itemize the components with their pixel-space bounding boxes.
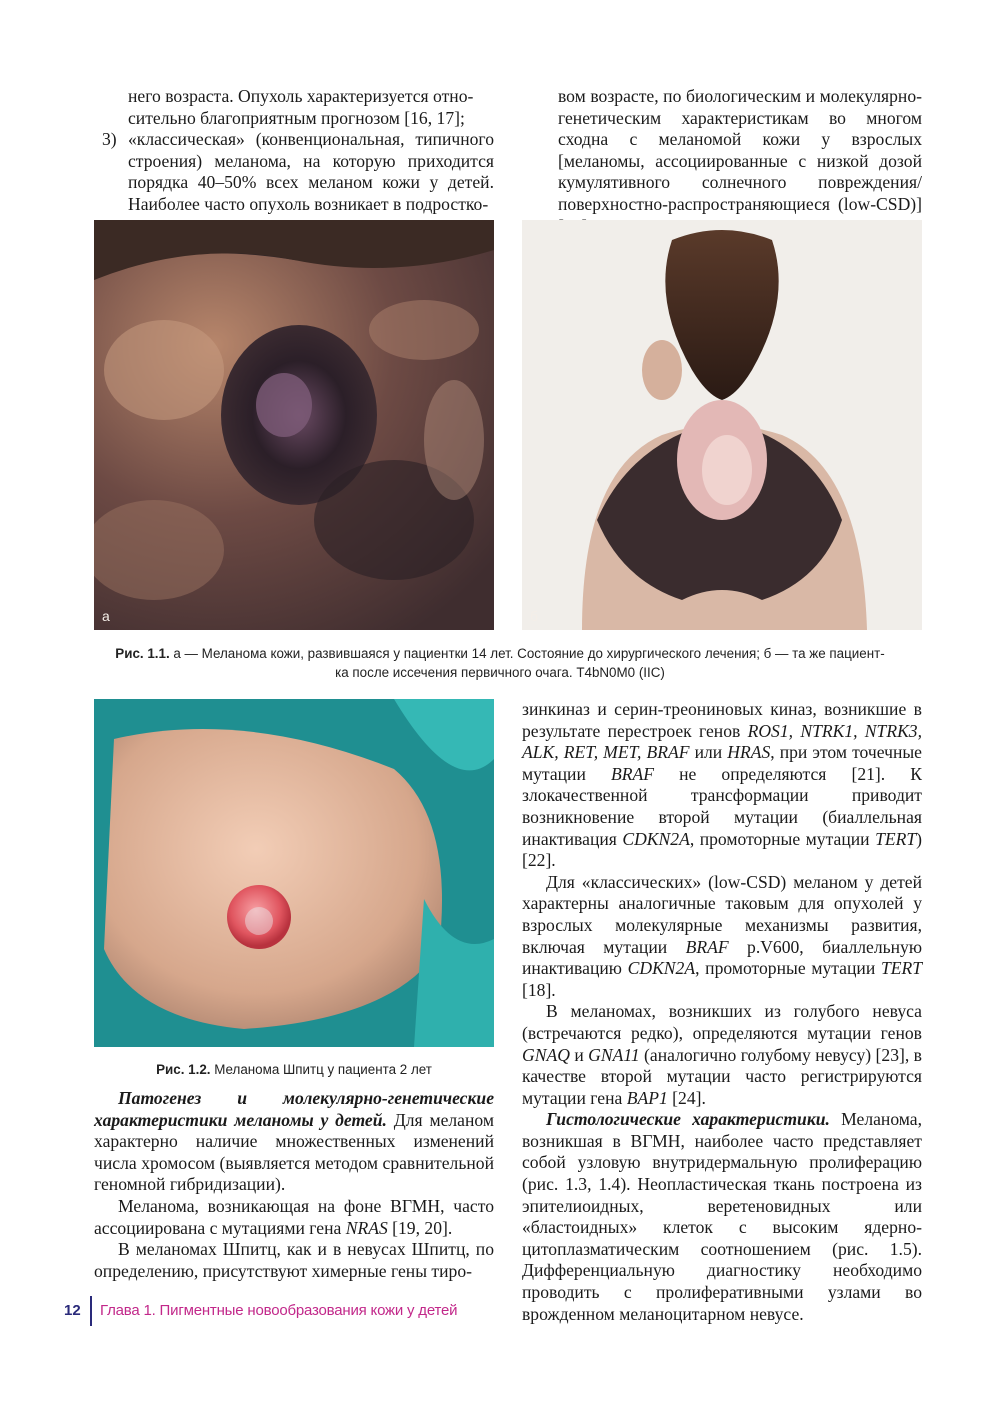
gene-name: TERT (875, 828, 917, 849)
gene-name: TERT (880, 958, 923, 979)
caption-label: Рис. 1.1. (115, 646, 170, 661)
caption-line (60, 644, 940, 663)
paragraph-text: и (569, 1044, 589, 1065)
numbered-list-item (94, 129, 494, 215)
caption-line: ка после иссечения первичного очага. T4bN0M0 (IIC) (335, 665, 665, 680)
figure-1-1-caption (60, 644, 940, 682)
text-column-right-bottom (522, 699, 922, 1325)
paragraph-text: или (689, 742, 728, 763)
paragraph: В меланомах Шпитц, как и в невусах Шпитц, по определению, присутствуют химерные гены тиро- (94, 1239, 494, 1281)
paragraph: вом возрасте, по биологическим и молекулярно-генетическим характеристикам во многом сходна с меланомой кожи у взрослых [меланомы, ассоциированные с низкой дозой кумулятивного солнечного повреждения/поверхностно-распространяющиеся (low-CSD)] (558, 86, 922, 214)
running-chapter-title: Глава 1. Пигментные новообразования кожи у детей (100, 1302, 458, 1319)
paragraph-text: , промоторные мутации (695, 958, 881, 979)
gene-name: BAP1 (626, 1087, 668, 1108)
figure-1-2-caption (94, 1060, 494, 1079)
section-lead-in: Гистологические характеристики. (546, 1109, 830, 1130)
caption-text: Меланома Шпитц у пациента 2 лет (210, 1062, 432, 1077)
paragraph-text: [24]. (667, 1087, 706, 1108)
paragraph (522, 872, 922, 1002)
gene-name: CDKN2A (627, 958, 696, 979)
figure-panel-label-a: а (102, 608, 110, 624)
caption-label: Рис. 1.2. (156, 1062, 211, 1077)
paragraph-line: сительно благоприятным прогнозом [16, 17]; (128, 107, 465, 128)
text-column-right-top (558, 86, 922, 237)
paragraph-text: , промоторные мутации (689, 828, 876, 849)
paragraph-line: него возраста. Опухоль характеризуется отно- (128, 86, 474, 106)
paragraph-text: Меланома, возникающая на фоне ВГМН, часто ассоциирована с мутациями гена (94, 1195, 494, 1238)
figure-1-1b-photo (522, 220, 922, 630)
figure-1-1a-photo (94, 220, 494, 630)
paragraph-text: В меланомах, возникших из голубого невуса (встречаются редко), определяются мутации генов (522, 1001, 922, 1043)
paragraph-text: ) [22]. (522, 828, 922, 871)
list-number: 3) (102, 129, 117, 150)
figure-panel-label-b: б (530, 608, 539, 624)
gene-name: HRAS (727, 742, 771, 763)
gene-name: CDKN2A (622, 828, 690, 849)
paragraph (522, 699, 922, 872)
paragraph-text: зинкиназ и серин-треониновых киназ, возникшие в результате перестроек генов (522, 699, 922, 741)
gene-name: BRAF (611, 763, 654, 784)
paragraph (94, 1088, 494, 1196)
gene-name: GNA11 (588, 1044, 640, 1065)
figure-1-2-photo (94, 699, 494, 1047)
paragraph-text: не определяются [21]. К злокачественной трансформации приводит возникновение второй мутации (биаллельная инактивация (522, 763, 922, 849)
paragraph-text: [18]. (522, 979, 556, 1000)
text-column-left-bottom (94, 1088, 494, 1282)
footer-divider (90, 1296, 92, 1326)
paragraph-text: Для меланом характерно наличие множественных изменений числа хромосом (выявляется методом сравнительной геномной гибридизации). (94, 1109, 494, 1195)
paragraph-text: Для «классических» (low-CSD) меланом у детей характерны аналогичные таковым для опухолей у взрослых молекулярные механизмы развития, включая мутации (522, 871, 922, 957)
gene-name: NRAS (345, 1217, 388, 1238)
gene-name: BRAF (685, 936, 729, 957)
gene-name: GNAQ (522, 1044, 570, 1065)
paragraph-text: , при этом точечные мутации (522, 742, 922, 784)
section-lead-in: Патогенез и молекулярно-генетические характеристики меланомы у детей. (94, 1088, 494, 1130)
paragraph (522, 1001, 922, 1109)
text-column-left-top (94, 86, 494, 216)
gene-list: ROS1, NTRK1, NTRK3, ALK, RET, MET, BRAF (522, 720, 923, 763)
paragraph-text: [19, 20]. (387, 1217, 453, 1238)
caption-text: а — Меланома кожи, развившаяся у пациентки 14 лет. Состояние до хирургического лечения; б — та же пациент- (169, 646, 885, 661)
paragraph-text: p.V600, биаллельную инактивацию (522, 936, 922, 979)
page-number: 12 (64, 1302, 81, 1319)
list-item-text: «классическая» (конвенциональная, типичного строения) меланома, на которую приходится порядка 40–50% всех меланом кожи у детей. Наиболее часто опухоль возникает в подростко- (128, 129, 494, 214)
paragraph (522, 1109, 922, 1325)
paragraph (94, 1196, 494, 1239)
paragraph-text: (аналогично голубому невусу) [23], в качестве второй мутации часто регистрируются мутации гена (522, 1044, 922, 1108)
paragraph-text: Меланома, возникшая в ВГМН, наиболее часто представляет собой узловую внутридермальную пролиферацию (рис. 1.3, 1.4). Неопластическая ткань построена из эпителиоидных, веретеновидных или «бластоидных» клеток с высоким ядерно-цитоплазматическим соотношением (рис. 1.5). Дифференциальную диагностику необходимо проводить с пролиферативными узлами во врожденном меланоцитарном невусе. (522, 1109, 923, 1324)
